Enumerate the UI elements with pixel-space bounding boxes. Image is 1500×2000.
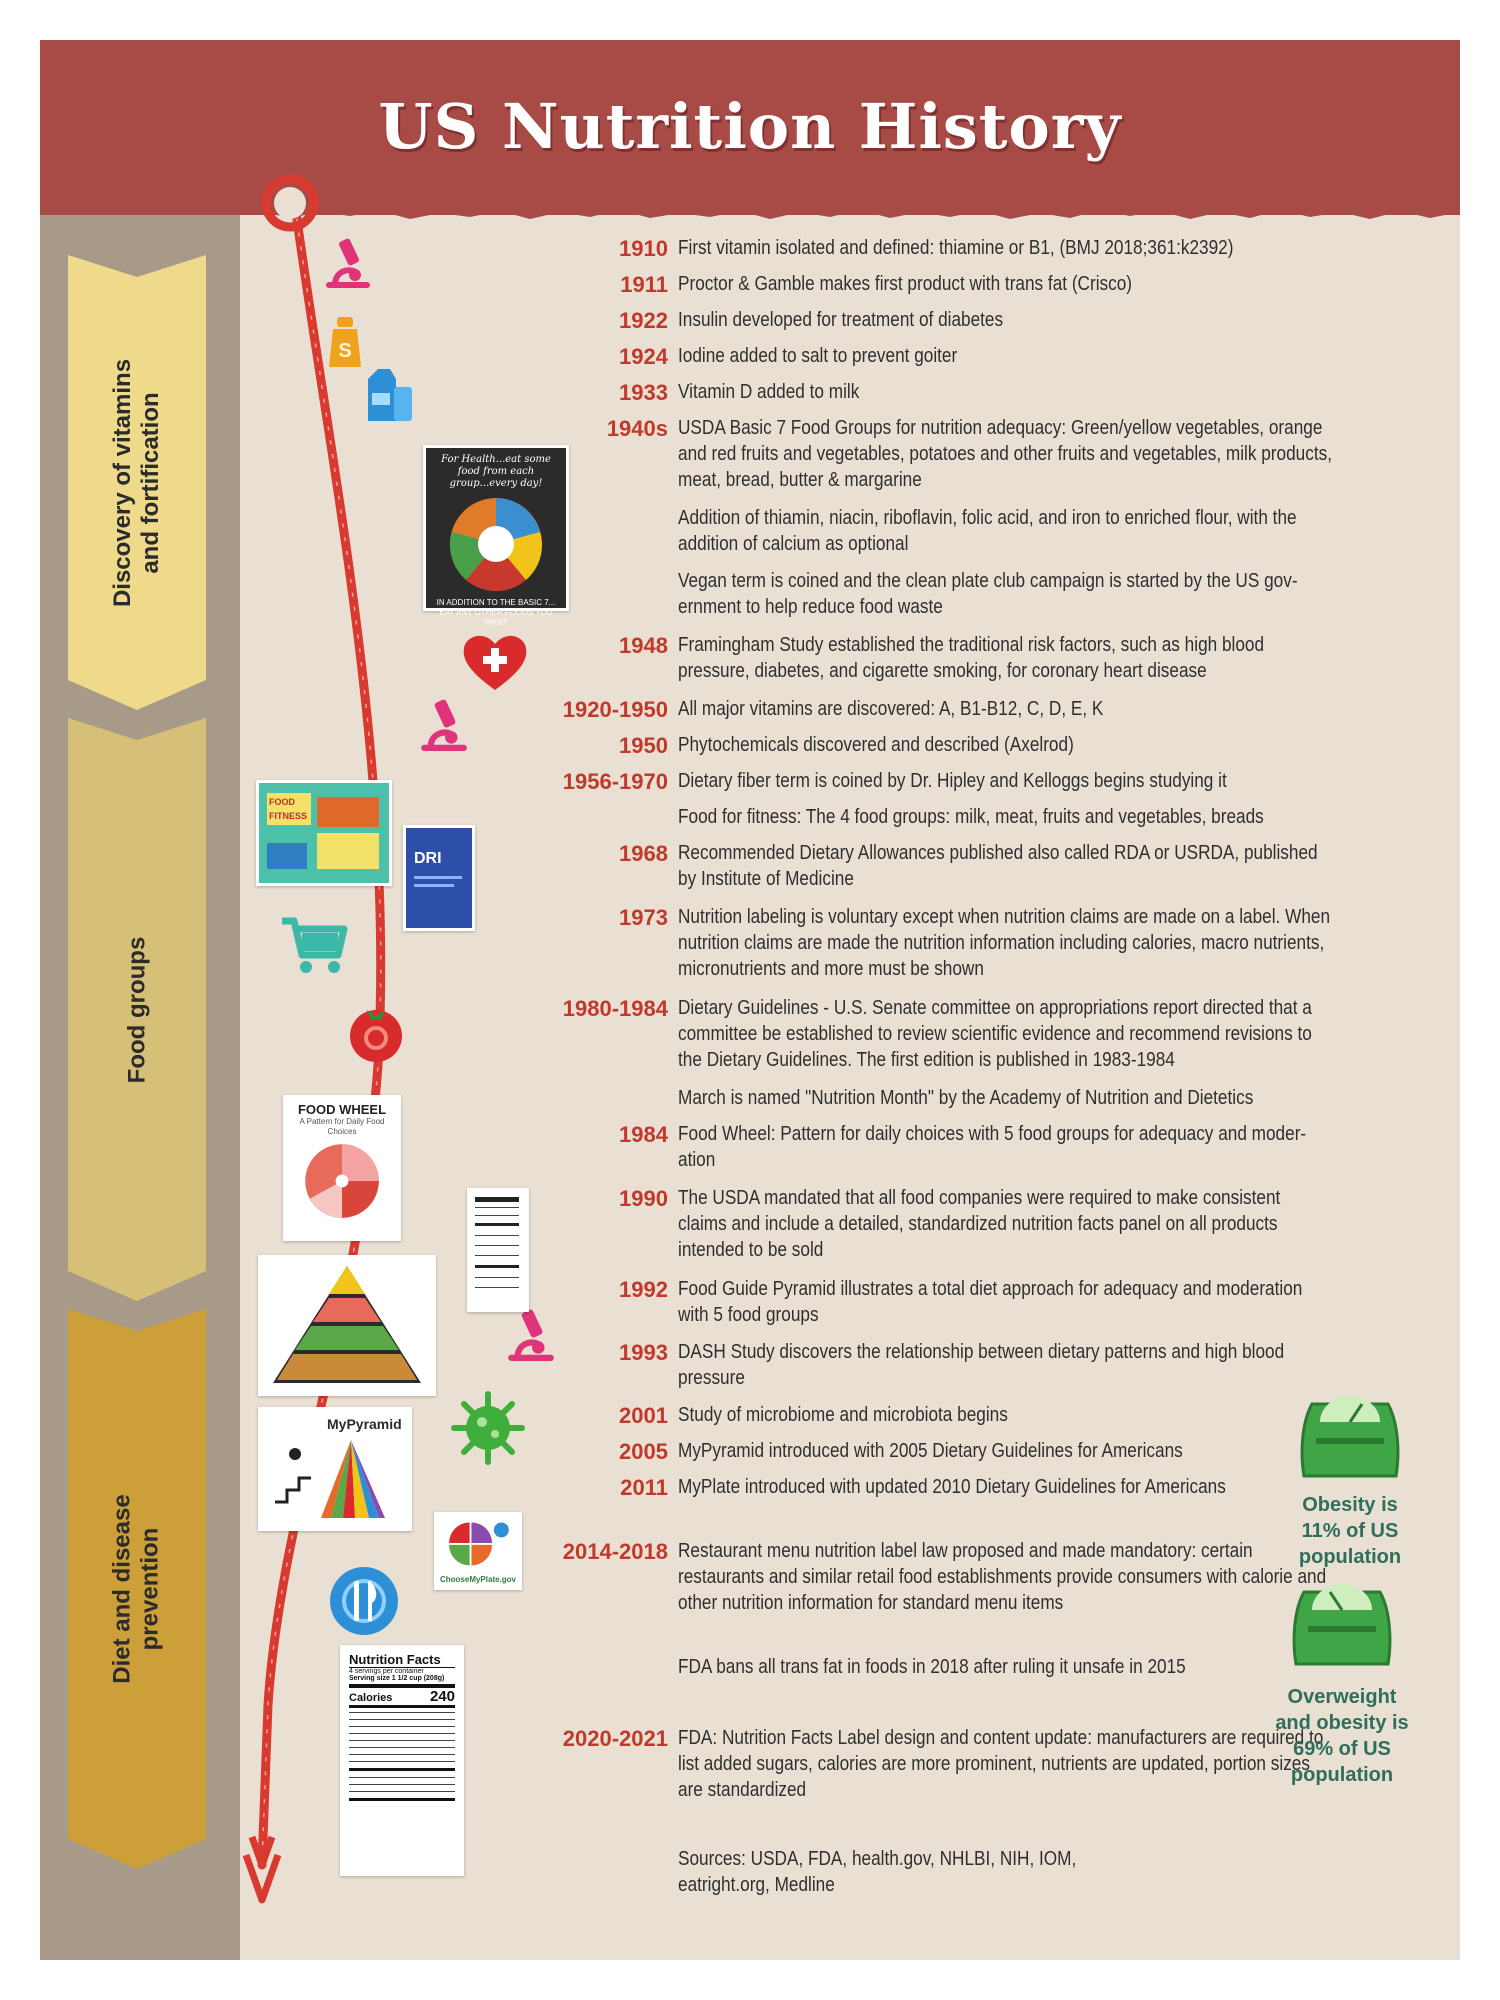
event-description: March is named "Nutrition Month" by the Academy of Nutrition and Dietetics [678, 1087, 1254, 1109]
event-description: First vitamin isolated and defined: thiamine or B1, (BMJ 2018;361:k2392) [678, 237, 1234, 259]
event-description: FDA: Nutrition Facts Label design and content update: manufacturers are required to list added sugars, calories are more prominent, nutrients are updated, portion sizes are standardized [678, 1727, 1324, 1801]
timeline-row [400, 904, 1440, 982]
timeline-row [400, 505, 1440, 557]
salt-shaker-icon [325, 315, 365, 371]
event-year: 2011 [620, 1475, 668, 1500]
tomato-icon [345, 1000, 407, 1064]
event-description: Framingham Study established the traditional risk factors, such as high blood pressure, diabetes, and cigarette smoking, for coronary heart disease [678, 634, 1265, 682]
obesity-stat: Obesity is 11% of US population [1298, 1494, 1402, 1568]
event-description: Nutrition labeling is voluntary except when nutrition claims are made on a label. When nutrition claims are made the nutrition information including calories, macro nutrients, micronutrients and more must be shown [678, 906, 1331, 980]
event-description: Food Guide Pyramid illustrates a total diet approach for adequacy and moderation with 5 food groups [678, 1278, 1303, 1326]
event-year: 1920-1950 [562, 697, 668, 722]
event-description: The USDA mandated that all food companies were required to make consistent claims and include a detailed, standardized nutrition facts panel on all products intended to be sold [678, 1187, 1281, 1261]
event-description: Insulin developed for treatment of diabetes [678, 309, 1004, 331]
event-description: Phytochemicals discovered and described (Axelrod) [678, 734, 1074, 756]
timeline-row [400, 271, 1440, 298]
event-year: 1973 [619, 905, 668, 930]
event-year: 2005 [619, 1439, 668, 1464]
event-year: 1950 [619, 733, 668, 758]
event-year: 2001 [619, 1403, 668, 1428]
event-year: 1984 [619, 1122, 668, 1147]
event-description: Proctor & Gamble makes first product with trans fat (Crisco) [678, 273, 1133, 295]
timeline-row [400, 732, 1440, 759]
event-description: Study of microbiome and microbiota begins [678, 1404, 1008, 1426]
event-description: All major vitamins are discovered: A, B1-B12, C, D, E, K [678, 698, 1104, 720]
event-description: Dietary Guidelines - U.S. Senate committee on appropriations report directed that a committee be established to review scientific evidence and recommend revisions to the Dietary Guidelines. The first edition is published in 1983-1984 [678, 997, 1312, 1071]
event-year: 1922 [619, 308, 668, 333]
event-year: 1948 [619, 633, 668, 658]
timeline-row [400, 1185, 1440, 1263]
timeline-row [400, 1121, 1440, 1173]
timeline-row [400, 1339, 1440, 1391]
event-year: 1911 [620, 272, 668, 297]
event-description: Vegan term is coined and the clean plate club campaign is started by the US gov-ernment to help reduce food waste [678, 570, 1298, 618]
event-year: 1993 [619, 1340, 668, 1365]
event-description: Iodine added to salt to prevent goiter [678, 345, 958, 367]
event-year: 2020-2021 [562, 1726, 668, 1751]
event-year: 1940s [606, 416, 668, 441]
dri-book-thumbnail: DRI [403, 825, 475, 931]
timeline-row [400, 840, 1440, 892]
event-year: 1910 [619, 236, 668, 261]
event-description: Recommended Dietary Allowances published also called RDA or USRDA, published by Institute of Medicine [678, 842, 1318, 890]
event-year: 1992 [619, 1277, 668, 1302]
event-year: 1956-1970 [562, 769, 668, 794]
event-year: 2014-2018 [562, 1539, 668, 1564]
microscope-icon [323, 235, 373, 293]
timeline-row [400, 632, 1440, 684]
scale-icon [1298, 1392, 1402, 1484]
nutrition-facts-label-thumbnail: Nutrition Facts 4 servings per container Serving size 1 1/2 cup (208g) Calories 240 [340, 1645, 464, 1876]
timeline-row [400, 568, 1440, 620]
timeline-row [400, 307, 1440, 334]
shopping-cart-icon [280, 915, 348, 977]
timeline-row [400, 995, 1440, 1073]
sidebar [40, 215, 240, 1960]
food-for-fitness-thumbnail: FOOD FITNESS [256, 780, 392, 886]
event-description: Addition of thiamin, niacin, riboflavin, folic acid, and iron to enriched flour, with the addition of calcium as optional [678, 507, 1297, 555]
event-description: Dietary fiber term is coined by Dr. Hipley and Kelloggs begins studying it [678, 770, 1227, 792]
event-description: Food Wheel: Pattern for daily choices with 5 food groups for adequacy and moder-ation [678, 1123, 1307, 1171]
myplate-thumbnail: ChooseMyPlate.gov [434, 1512, 522, 1590]
timeline-row [400, 235, 1440, 262]
timeline-row [400, 1654, 1440, 1680]
svg-text:S: S [338, 340, 352, 362]
timeline-row [400, 1438, 1440, 1465]
basic-7-poster-thumbnail: For Health...eat some food from each group...every day! IN ADDITION TO THE BASIC 7... EAT ANY OTHER FOODS YOU WANT [423, 445, 569, 611]
timeline-row [400, 379, 1440, 406]
mypyramid-thumbnail: MyPyramid [258, 1407, 412, 1531]
event-description: FDA bans all trans fat in foods in 2018 after ruling it unsafe in 2015 [678, 1656, 1186, 1678]
timeline-row [400, 1402, 1440, 1429]
event-description: Restaurant menu nutrition label law proposed and made mandatory: certain restaurants and similar retail food establishments provide consumers with calorie and other nutrition information for standard menu items [678, 1540, 1327, 1614]
timeline-row [400, 696, 1440, 723]
header-torn-edge [40, 202, 1460, 232]
event-year: 1980-1984 [562, 996, 668, 1021]
food-wheel-thumbnail: FOOD WHEEL A Pattern for Daily Food Choices [283, 1095, 401, 1241]
event-year: 1933 [619, 380, 668, 405]
sources-text: Sources: USDA, FDA, health.gov, NHLBI, NIH, IOM, eatright.org, Medline [678, 1848, 1077, 1896]
section-label-disease-prevention: Diet and disease prevention [109, 1494, 165, 1684]
sources-row [400, 1846, 1440, 1898]
scale-icon [1290, 1580, 1394, 1672]
poster [40, 40, 1460, 1960]
event-year: 1990 [619, 1186, 668, 1211]
event-description: MyPlate introduced with updated 2010 Dietary Guidelines for Americans [678, 1476, 1226, 1498]
event-description: Food for fitness: The 4 food groups: milk, meat, fruits and vegetables, breads [678, 806, 1264, 828]
event-description: MyPyramid introduced with 2005 Dietary Guidelines for Americans [678, 1440, 1183, 1462]
event-description: Vitamin D added to milk [678, 381, 860, 403]
timeline-row [400, 415, 1440, 493]
section-label-food-groups: Food groups [123, 936, 151, 1083]
timeline-row [400, 768, 1440, 795]
timeline-row [400, 1085, 1440, 1111]
event-description: DASH Study discovers the relationship between dietary patterns and high blood pressure [678, 1341, 1285, 1389]
page-title: US Nutrition History [378, 90, 1122, 163]
event-year: 1968 [619, 841, 668, 866]
timeline-row [400, 804, 1440, 830]
timeline-row [400, 1276, 1440, 1328]
event-year: 1924 [619, 344, 668, 369]
section-label-vitamins: Discovery of vitamins and fortification [109, 358, 165, 607]
timeline-row [400, 343, 1440, 370]
overweight-obesity-stat: Overweight and obesity is 69% of US population [1275, 1686, 1409, 1786]
plate-fork-knife-icon [328, 1565, 400, 1637]
event-description: USDA Basic 7 Food Groups for nutrition adequacy: Green/yellow vegetables, orange and red fruits and vegetables, potatoes and other fruits and vegetables, milk products, meat, bread, butter & margarine [678, 417, 1333, 491]
